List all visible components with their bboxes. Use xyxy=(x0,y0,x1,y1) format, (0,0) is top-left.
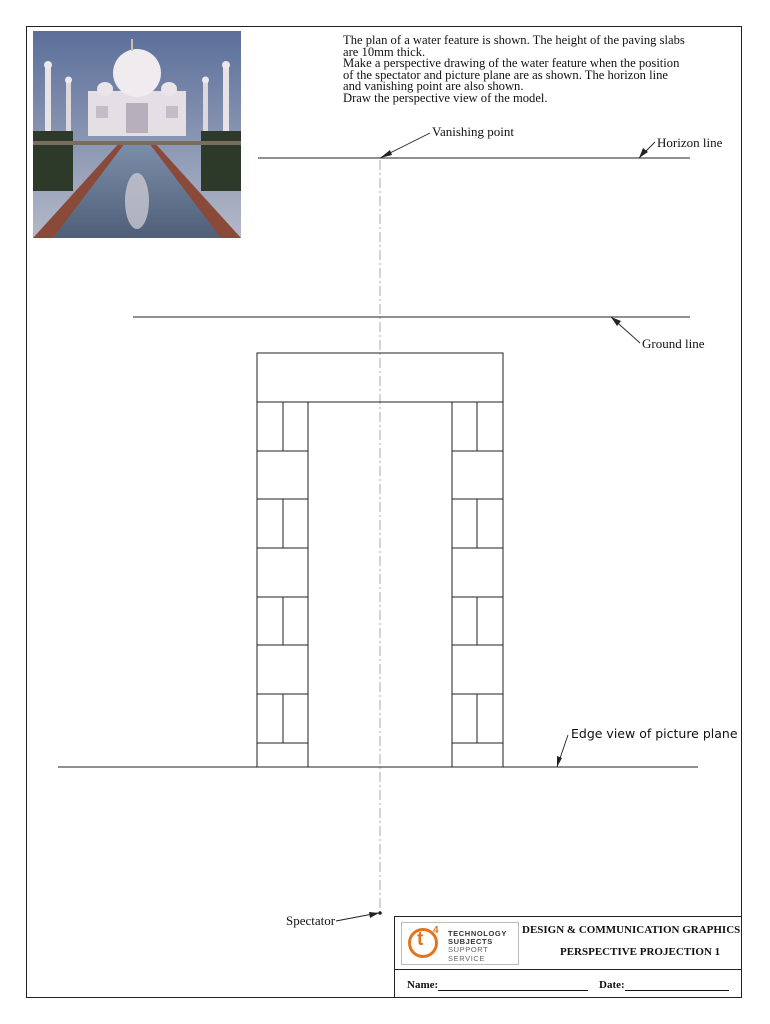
instruction-line: Draw the perspective view of the model. xyxy=(343,90,548,105)
instruction-line: of the spectator and picture plane are as shown. The horizon line xyxy=(343,67,668,82)
vanishing-point-label: Vanishing point xyxy=(432,124,514,139)
logo-line: SUPPORT xyxy=(448,945,489,955)
t4-logo xyxy=(401,922,519,965)
instruction-line: are 10mm thick. xyxy=(343,44,426,59)
spectator-arrowhead xyxy=(369,912,379,918)
title-block-divider xyxy=(395,969,742,970)
picture-plane-arrowhead xyxy=(557,756,562,767)
logo-line: SERVICE xyxy=(448,953,485,963)
ground-line-label: Ground line xyxy=(642,336,705,351)
date-field[interactable] xyxy=(599,979,729,991)
title-block-subtitle: PERSPECTIVE PROJECTION 1 xyxy=(560,946,721,958)
logo-line: SUBJECTS xyxy=(448,937,493,947)
spectator-label: Spectator xyxy=(286,913,336,928)
date-label: Date: xyxy=(599,979,625,991)
logo-text xyxy=(448,930,507,963)
name-label: Name: xyxy=(407,979,439,991)
vanishing-point-arrowhead xyxy=(380,150,392,158)
title-block xyxy=(394,916,742,998)
instruction-line: and vanishing point are also shown. xyxy=(343,79,524,94)
instruction-line: Make a perspective drawing of the water feature when the position xyxy=(343,56,680,71)
horizon-line-label: Horizon line xyxy=(657,135,723,150)
logo-line: TECHNOLOGY xyxy=(448,929,507,938)
spectator-point xyxy=(378,911,382,915)
instruction-line: The plan of a water feature is shown. The height of the paving slabs xyxy=(343,33,685,47)
picture-plane-label: Edge view of picture plane xyxy=(571,726,738,741)
name-underline[interactable] xyxy=(438,980,588,991)
logo-t-glyph: t xyxy=(417,929,424,950)
horizon-line-arrowhead xyxy=(639,148,648,158)
date-underline[interactable] xyxy=(625,980,729,991)
name-field[interactable] xyxy=(407,979,588,991)
logo-superscript: 4 xyxy=(433,925,439,936)
title-block-title: DESIGN & COMMUNICATION GRAPHICS xyxy=(522,924,741,936)
